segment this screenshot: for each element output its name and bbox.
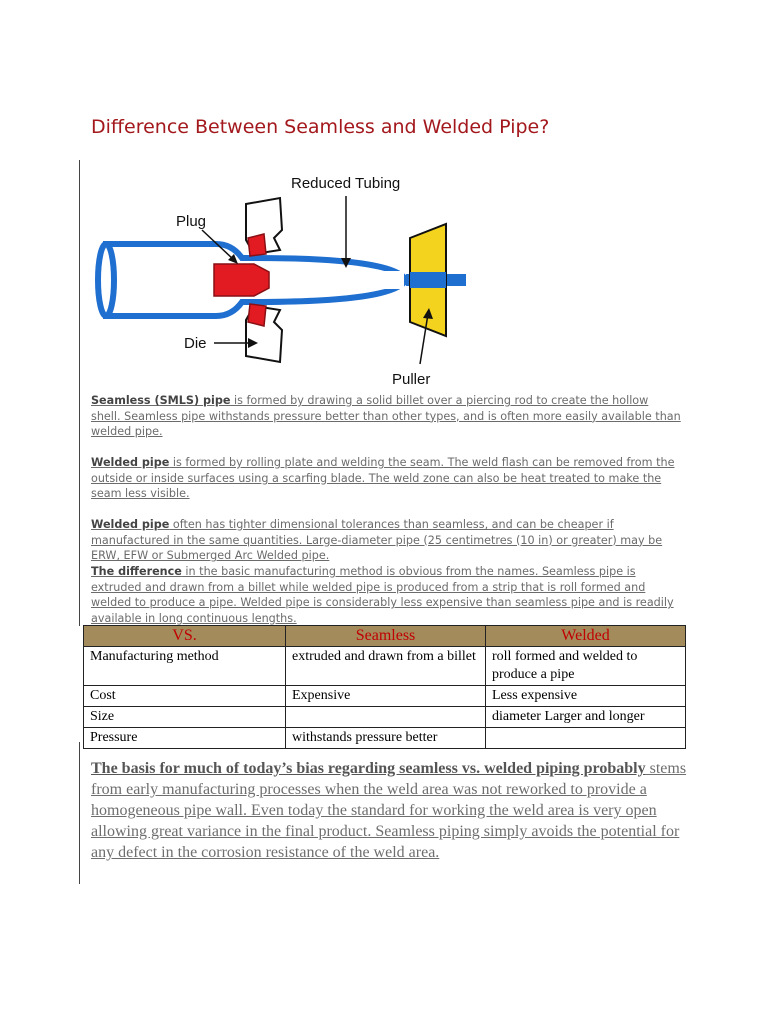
label-puller: Puller	[392, 371, 431, 388]
table-cell: roll formed and welded to produce a pipe	[486, 647, 686, 686]
tube-bore	[264, 271, 404, 289]
seamless-drawing-diagram	[94, 168, 474, 390]
comparison-table	[83, 625, 686, 749]
puller-grip	[410, 272, 446, 288]
table-cell: withstands pressure better	[286, 728, 486, 749]
table-cell: Size	[84, 707, 286, 728]
die-upper-insert	[248, 234, 266, 256]
table-cell	[486, 728, 686, 749]
label-reduced-tubing: Reduced Tubing	[291, 175, 401, 192]
table-cell: Less expensive	[486, 686, 686, 707]
margin-rule-lower	[79, 742, 80, 884]
paragraph-seamless: Seamless (SMLS) pipe is formed by drawing a solid billet over a piercing rod to create the hollow shell. Seamless pipe withstands pressure better than other types, and is often more easily available than welded pipe.	[91, 394, 681, 439]
paragraph-welded: Welded pipe is formed by rolling plate and welding the seam. The weld flash can be removed from the outside or inside surfaces using a scarfing blade. The weld zone can also be heat treated to make the seam less visible.	[91, 456, 675, 501]
table-row	[84, 728, 686, 749]
table-cell: Expensive	[286, 686, 486, 707]
plug-shape	[214, 264, 269, 296]
table-row	[84, 707, 686, 728]
paragraph-difference: The difference in the basic manufacturing method is obvious from the names. Seamless pipe is extruded and drawn from a billet while welded pipe is produced from a strip that is roll formed and welded to produce a pipe. Welded pipe is considerably less expensive than seamless pipe and is readily available in long continuous lengths.	[91, 565, 674, 625]
closing-paragraph: The basis for much of today’s bias regarding seamless vs. welded piping probably stems from early manufacturing processes when the weld area was not reworked to provide a homogeneous pipe wall. Even today the standard for working the weld area is very open allowing great variance in the final product. Seamless piping simply avoids the potential for any defect in the corrosion resistance of the weld area.	[91, 760, 687, 861]
table-row	[84, 686, 686, 707]
page-title: Difference Between Seamless and Welded Pipe?	[91, 116, 550, 138]
header-vs: VS.	[84, 626, 286, 647]
table-row	[84, 647, 686, 686]
table-cell: Manufacturing method	[84, 647, 286, 686]
header-welded: Welded	[486, 626, 686, 647]
table-header-row	[84, 626, 686, 647]
margin-rule-upper	[79, 160, 80, 626]
table-cell: diameter Larger and longer	[486, 707, 686, 728]
header-seamless: Seamless	[286, 626, 486, 647]
die-lower-insert	[248, 304, 266, 326]
label-plug: Plug	[176, 213, 207, 230]
table-cell: Cost	[84, 686, 286, 707]
table-cell: Pressure	[84, 728, 286, 749]
table-cell	[286, 707, 486, 728]
table-cell: extruded and drawn from a billet	[286, 647, 486, 686]
paragraph-welded-tolerances: Welded pipe often has tighter dimensional tolerances than seamless, and can be cheaper if manufactured in the same quantities. Large-diameter pipe (25 centimetres (10 in) or greater) may be ERW, EFW or Submerged Arc Welded pipe.	[91, 518, 663, 563]
pipe-open-end	[98, 244, 114, 316]
label-die: Die	[184, 335, 207, 352]
